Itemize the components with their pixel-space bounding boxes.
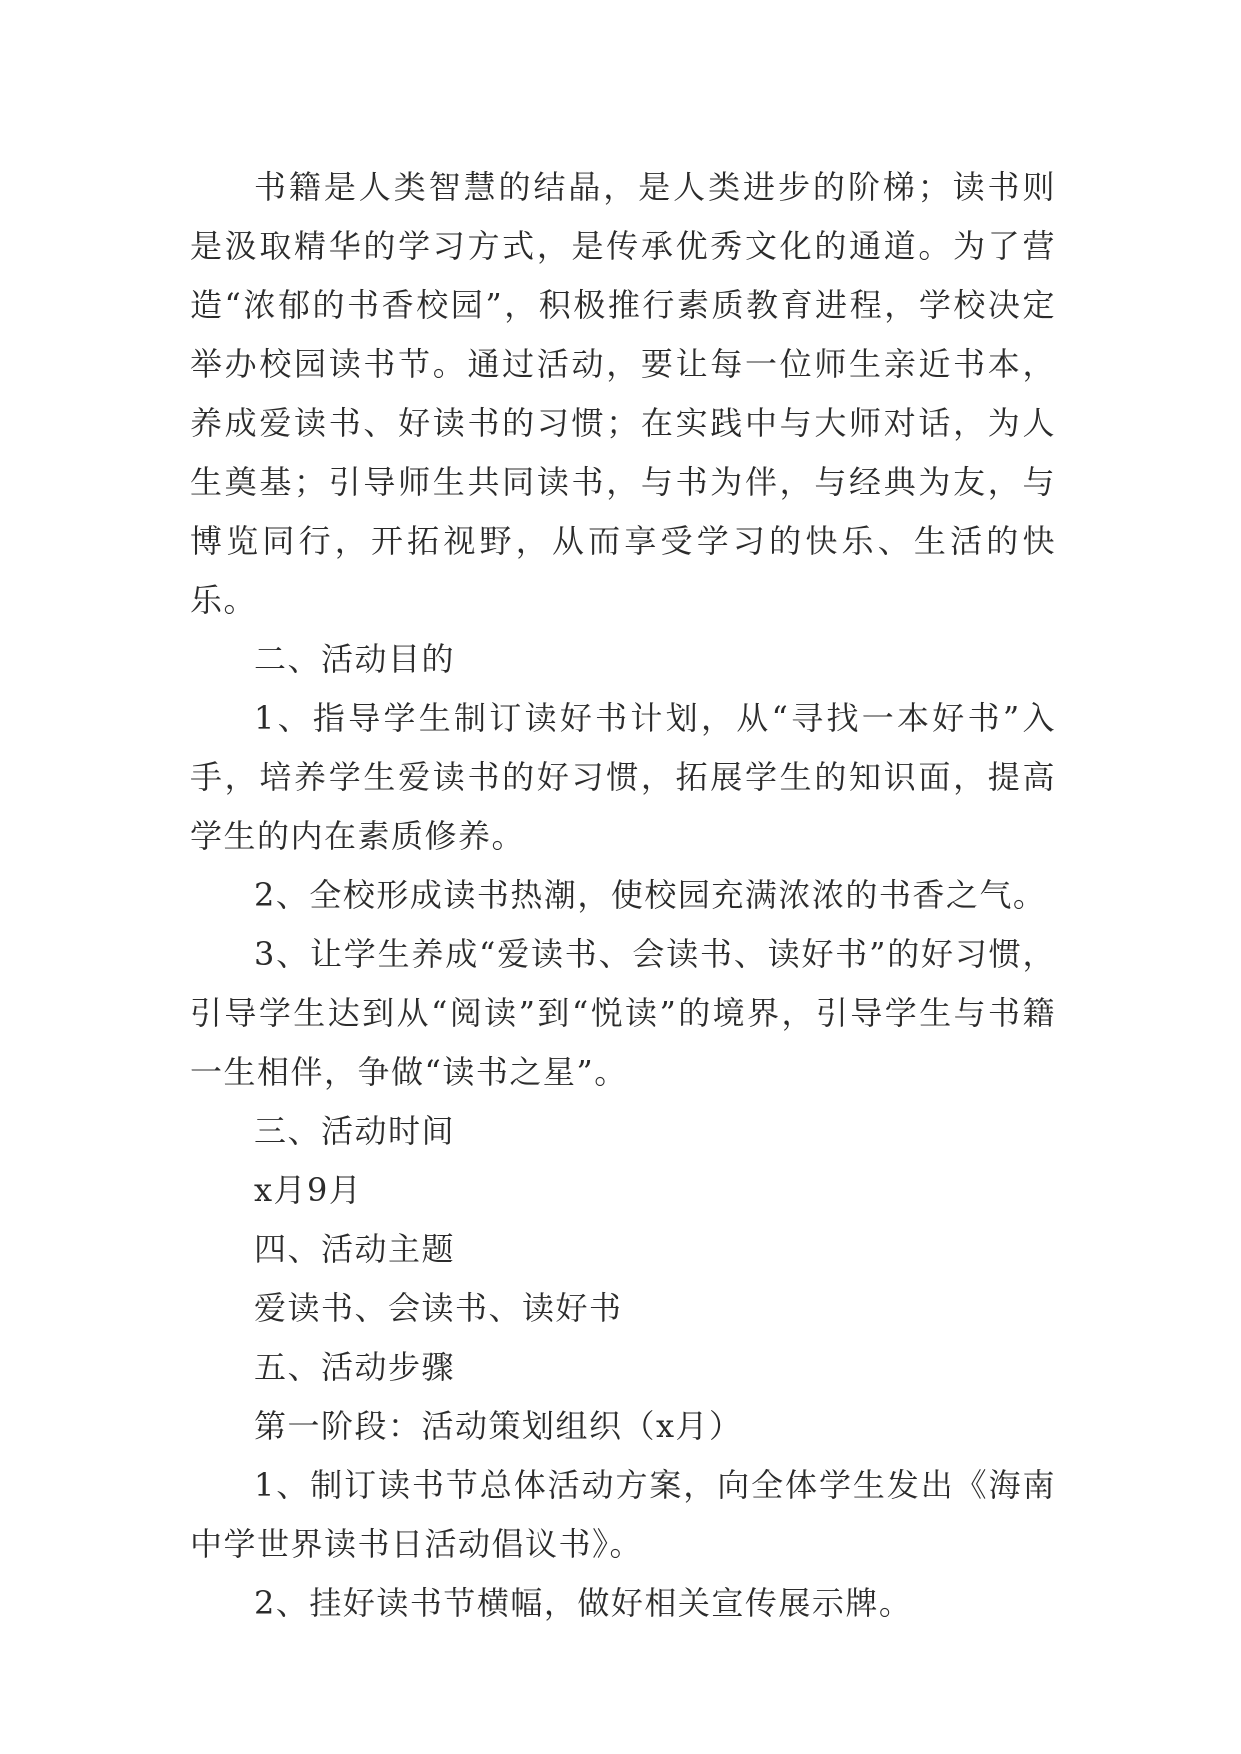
- intro-paragraph: 书籍是人类智慧的结晶，是人类进步的阶梯；读书则是汲取精华的学习方式，是传承优秀文化的通道。为了营造“浓郁的书香校园”，积极推行素质教育进程，学校决定举办校园读书节。通过活动，要让每一位师生亲近书本，养成爱读书、好读书的习惯；在实践中与大师对话，为人生奠基；引导师生共同读书，与书为伴，与经典为友，与博览同行，开拓视野，从而享受学习的快乐、生活的快乐。: [190, 168, 1056, 619]
- objective-item-3: 3、让学生养成“爱读书、会读书、读好书”的好习惯，引导学生达到从“阅读”到“悦读”的境界，引导学生与书籍一生相伴，争做“读书之星”。: [190, 935, 1056, 1091]
- document-body: [190, 158, 1056, 1633]
- stage-one-heading: 第一阶段：活动策划组织（x月）: [254, 1407, 743, 1445]
- stage-one-step-2: 2、挂好读书节横幅，做好相关宣传展示牌。: [254, 1584, 913, 1622]
- objective-item-2: 2、全校形成读书热潮，使校园充满浓浓的书香之气。: [254, 876, 1047, 914]
- objective-item-1: 1、指导学生制订读好书计划，从“寻找一本好书”入手，培养学生爱读书的好习惯，拓展学生的知识面，提高学生的内在素质修养。: [190, 699, 1056, 855]
- stage-one-step-1: 1、制订读书节总体活动方案，向全体学生发出《海南中学世界读书日活动倡议书》。: [190, 1466, 1056, 1563]
- section-heading-steps: 五、活动步骤: [254, 1348, 456, 1386]
- section-heading-objectives: 二、活动目的: [254, 640, 456, 678]
- section-heading-time: 三、活动时间: [254, 1112, 456, 1150]
- activity-theme: 爱读书、会读书、读好书: [254, 1289, 623, 1327]
- activity-time: x月9月: [254, 1171, 363, 1209]
- section-heading-theme: 四、活动主题: [254, 1230, 456, 1268]
